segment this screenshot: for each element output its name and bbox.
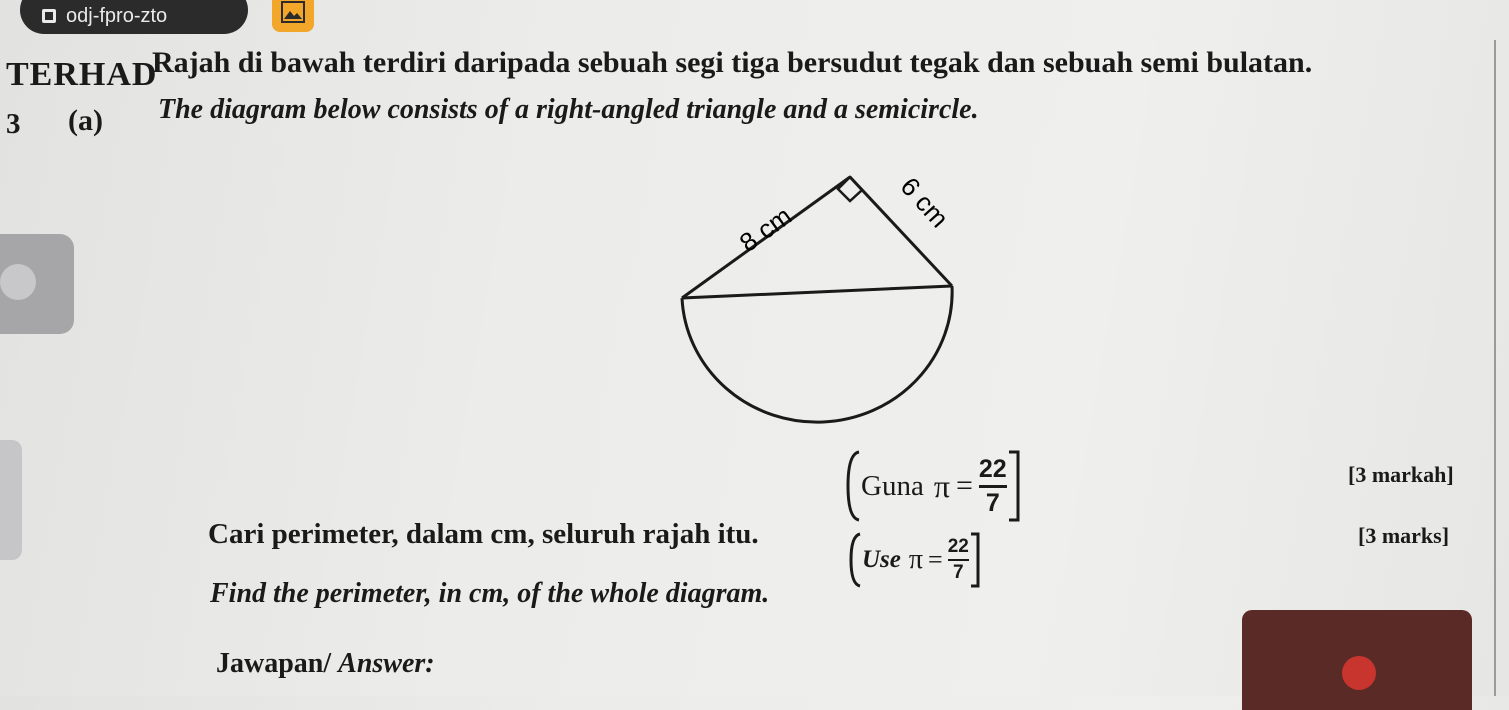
pi-symbol: π xyxy=(933,467,950,504)
bracket-left xyxy=(848,532,862,588)
question-part: (a) xyxy=(68,104,103,137)
fraction-bar xyxy=(979,485,1007,488)
fraction-numerator: 22 xyxy=(947,536,969,557)
marks-malay: [3 markah] xyxy=(1348,462,1454,487)
fraction-denominator: 7 xyxy=(952,562,964,583)
bracket-left xyxy=(845,450,861,522)
image-icon[interactable] xyxy=(272,0,314,32)
guna-label: Guna xyxy=(861,469,924,502)
label-6cm: 6 cm xyxy=(894,171,955,234)
fraction-numerator: 22 xyxy=(978,454,1007,483)
classification-label: TERHAD xyxy=(6,56,158,93)
triangle-semicircle-diagram xyxy=(660,160,980,445)
marks-english: [3 marks] xyxy=(1358,523,1450,548)
right-angle-marker xyxy=(838,177,862,201)
label-8cm: 8 cm xyxy=(733,200,798,258)
answer-label-english: Answer: xyxy=(338,648,435,679)
side-panel-handle[interactable] xyxy=(0,234,74,334)
instruction-malay: Cari perimeter, dalam cm, seluruh rajah itu. xyxy=(208,518,759,550)
window-icon xyxy=(42,9,56,23)
pi-fraction xyxy=(979,455,1007,518)
overlay-chip-label: odj-fpro-zto xyxy=(66,4,168,27)
page-edge-rule xyxy=(1494,40,1496,696)
statement-malay: Rajah di bawah terdiri daripada sebuah segi tiga bersudut tegak dan sebuah semi bulatan. xyxy=(152,46,1313,79)
pi-hint-english xyxy=(848,532,981,588)
statement-english: The diagram below consists of a right-angled triangle and a semicircle. xyxy=(158,94,979,125)
equals-sign: = xyxy=(955,469,973,502)
question-number: 3 xyxy=(6,108,21,140)
answer-label-malay: Jawapan/ xyxy=(216,648,332,679)
semicircle-arc xyxy=(682,286,952,422)
equals-sign: = xyxy=(928,545,943,574)
pi-symbol: π xyxy=(908,544,924,575)
side-panel-tab[interactable] xyxy=(0,440,22,560)
pi-fraction xyxy=(948,536,969,584)
video-thumbnail[interactable] xyxy=(1242,610,1472,710)
handle-dot xyxy=(0,264,36,300)
bracket-right xyxy=(1007,450,1021,522)
overlay-chip[interactable] xyxy=(20,0,248,34)
avatar xyxy=(1342,656,1376,690)
fraction-denominator: 7 xyxy=(985,488,1000,517)
hypotenuse-diameter xyxy=(682,286,952,298)
answer-label xyxy=(216,648,435,680)
pi-hint-malay xyxy=(845,450,1021,522)
instruction-english: Find the perimeter, in cm, of the whole diagram. xyxy=(210,578,770,609)
bracket-right xyxy=(969,532,981,588)
fraction-bar xyxy=(948,559,969,561)
use-label: Use xyxy=(862,546,901,573)
